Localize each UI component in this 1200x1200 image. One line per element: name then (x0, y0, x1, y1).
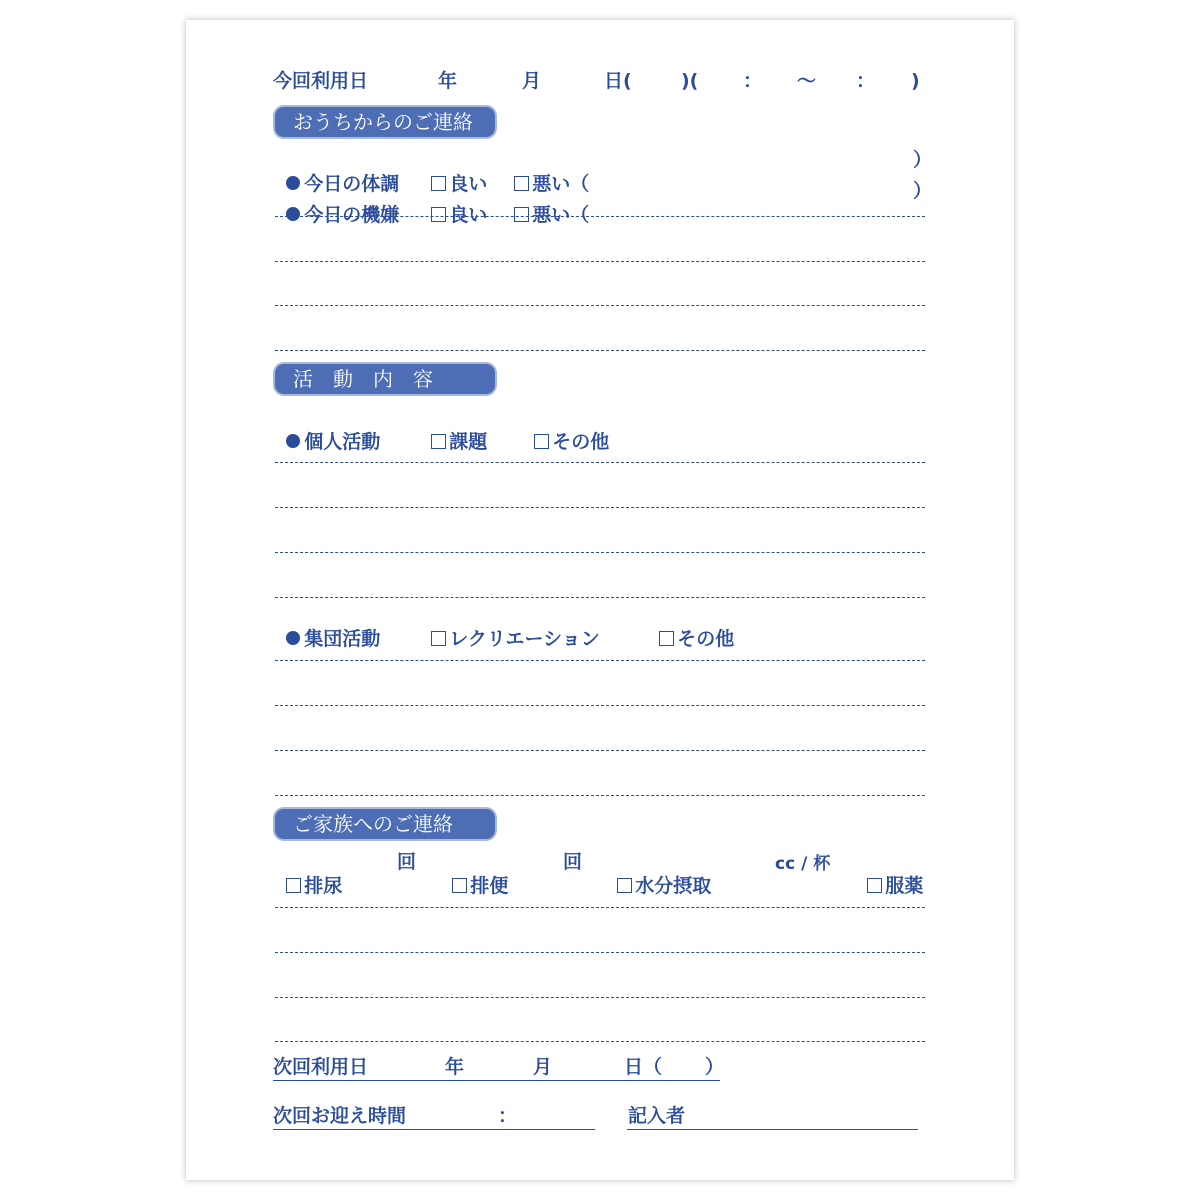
writing-line[interactable] (275, 795, 925, 796)
individual-other-checkbox[interactable] (534, 434, 549, 449)
mood-bad-label: 悪い（ (532, 204, 590, 226)
activity-header: 活 動 内 容 (273, 362, 497, 396)
weekday-close-paren: )( (681, 70, 699, 92)
water-option[interactable] (604, 850, 711, 898)
next-month-label: 月 (533, 1056, 553, 1078)
pickup-time-underline[interactable] (273, 1129, 595, 1130)
pickup-time-colon: ： (498, 1105, 518, 1127)
usage-month-label: 月 (522, 70, 542, 92)
urine-checkbox[interactable] (286, 878, 301, 893)
next-year-label: 年 (445, 1056, 465, 1078)
writing-line[interactable] (275, 660, 925, 661)
individual-activity-row (273, 406, 380, 454)
bullet-icon (286, 207, 300, 221)
time-range-tilde: ～ (797, 70, 817, 92)
mood-close-paren: ） (913, 180, 933, 202)
home-contact-header: おうちからのご連絡 (273, 105, 497, 139)
water-label: 水分摂取 (635, 875, 712, 897)
usage-day-label: 日( (604, 70, 632, 92)
writing-line[interactable] (275, 552, 925, 553)
writing-line[interactable] (275, 507, 925, 508)
next-day-close-paren: ） (705, 1056, 725, 1078)
recreation-checkbox[interactable] (431, 631, 446, 646)
writing-line[interactable] (275, 952, 925, 953)
usage-date-label: 今回利用日 (273, 70, 369, 92)
recreation-label: レクリエーション (449, 628, 600, 650)
task-option[interactable] (418, 406, 487, 454)
condition-good-label: 良い (449, 173, 488, 195)
urine-unit: 回 (397, 851, 417, 873)
next-date-label: 次回利用日 (273, 1056, 369, 1078)
next-day-label: 日（ (624, 1056, 663, 1078)
recorder-label: 記入者 (628, 1105, 686, 1127)
writing-line[interactable] (275, 305, 925, 306)
stool-checkbox[interactable] (452, 878, 467, 893)
writing-line[interactable] (275, 750, 925, 751)
writing-line[interactable] (275, 462, 925, 463)
time-close-paren: ) (911, 70, 920, 92)
recorder-underline[interactable] (627, 1129, 918, 1130)
water-unit: cc / 杯 (775, 854, 831, 874)
mood-bad-option[interactable] (501, 179, 589, 227)
group-other-checkbox[interactable] (659, 631, 674, 646)
usage-year-label: 年 (438, 70, 458, 92)
group-other-label: その他 (677, 628, 735, 650)
writing-line[interactable] (275, 261, 925, 262)
writing-line[interactable] (275, 997, 925, 998)
writing-line[interactable] (275, 705, 925, 706)
stool-label: 排便 (470, 875, 509, 897)
writing-line[interactable] (275, 350, 925, 351)
individual-activity-label: 個人活動 (304, 431, 381, 453)
writing-line[interactable] (275, 216, 925, 217)
urine-option[interactable] (273, 850, 342, 898)
medicine-label: 服薬 (885, 875, 924, 897)
writing-line[interactable] (275, 907, 925, 908)
group-activity-label: 集団活動 (304, 628, 381, 650)
mood-good-checkbox[interactable] (431, 207, 446, 222)
medicine-checkbox[interactable] (867, 878, 882, 893)
medicine-option[interactable] (854, 850, 923, 898)
mood-row (273, 179, 399, 227)
urine-label: 排尿 (304, 875, 343, 897)
individual-other-label: その他 (552, 431, 610, 453)
mood-good-option[interactable] (418, 179, 487, 227)
condition-bad-label: 悪い（ (532, 173, 590, 195)
task-checkbox[interactable] (431, 434, 446, 449)
condition-label: 今日の体調 (304, 173, 400, 195)
bullet-icon (286, 434, 300, 448)
stool-unit: 回 (563, 851, 583, 873)
recreation-option[interactable] (418, 603, 600, 651)
group-activity-row (273, 603, 380, 651)
task-label: 課題 (449, 431, 488, 453)
condition-close-paren: ） (913, 149, 933, 171)
family-contact-header: ご家族へのご連絡 (273, 807, 497, 841)
stool-option[interactable] (439, 850, 508, 898)
water-checkbox[interactable] (617, 878, 632, 893)
bullet-icon (286, 631, 300, 645)
group-other-option[interactable] (646, 603, 734, 651)
pickup-time-label: 次回お迎え時間 (273, 1105, 407, 1127)
mood-label: 今日の機嫌 (304, 204, 400, 226)
start-time-colon: ： (743, 70, 763, 92)
writing-line[interactable] (275, 1041, 925, 1042)
next-date-underline[interactable] (273, 1080, 720, 1081)
end-time-colon: ： (856, 70, 876, 92)
mood-bad-checkbox[interactable] (514, 207, 529, 222)
individual-other-option[interactable] (521, 406, 609, 454)
writing-line[interactable] (275, 597, 925, 598)
mood-good-label: 良い (449, 204, 488, 226)
